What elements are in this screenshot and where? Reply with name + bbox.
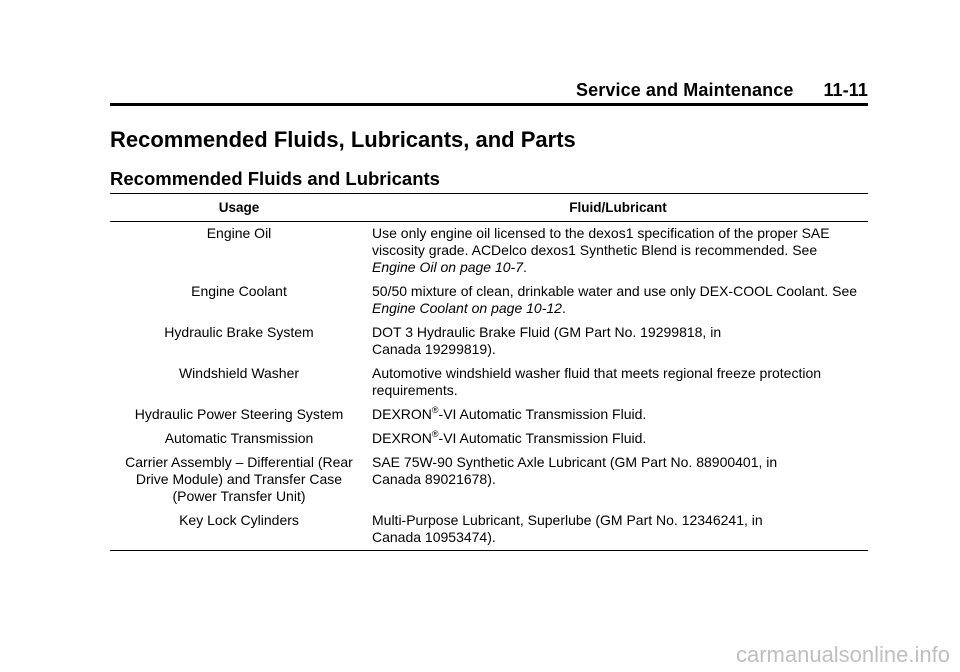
usage-cell: Key Lock Cylinders [110,509,368,551]
fluid-cell [368,403,868,427]
fluid-text-line2: Canada 89021678). [372,471,496,487]
registered-mark: ® [431,429,439,439]
fluid-cell [368,280,868,321]
table-row [110,403,868,427]
fluid-cell: Automotive windshield washer fluid that meets regional freeze protection requirements. [372,365,822,398]
usage-cell [110,451,368,509]
fluid-text-end: . [561,300,566,316]
section-title: Service and Maintenance [576,80,794,100]
fluid-text-line2: Canada 10953474). [372,529,496,545]
fluid-text: -VI Automatic Transmission Fluid. [438,430,647,446]
usage-cell: Hydraulic Brake System [164,324,314,340]
fluid-text-line1: Multi-Purpose Lubricant, Superlube (GM Part No. 12346241, in [372,512,763,528]
fluid-cell [368,509,868,551]
usage-line3: (Power Transfer Unit) [172,488,306,504]
table-row [110,362,868,403]
table-row [110,222,868,281]
usage-cell: Automatic Transmission [164,430,314,446]
fluid-text-line1: SAE 75W-90 Synthetic Axle Lubricant (GM Part No. 88900401, in [372,454,778,470]
page-reference: Engine Coolant on page 10-12 [372,300,562,316]
registered-mark: ® [431,405,439,415]
fluid-cell [368,451,868,509]
column-header-usage: Usage [110,194,368,222]
usage-cell: Hydraulic Power Steering System [134,406,344,422]
fluid-text-line2: Canada 19299819). [372,341,496,357]
fluid-cell [368,427,868,451]
usage-line1: Carrier Assembly – Differential (Rear [125,454,353,470]
table-row [110,509,868,551]
page-number: 11-11 [823,80,868,100]
header-rule [110,103,868,106]
fluid-brand: DEXRON [372,430,432,446]
fluid-cell [368,222,868,281]
usage-cell: Engine Coolant [191,283,287,299]
fluid-cell [368,321,868,362]
fluids-table [110,193,868,551]
table-row [110,280,868,321]
usage-line2: Drive Module) and Transfer Case [135,471,343,487]
usage-cell: Windshield Washer [178,365,300,381]
section-subtitle: Recommended Fluids and Lubricants [110,168,440,189]
fluid-text: -VI Automatic Transmission Fluid. [438,406,647,422]
table-row [110,427,868,451]
fluid-text: Use only engine oil licensed to the dexos1 specification of the proper SAE viscosity grade. ACDelco dexos1 Synthetic Blend is recommended. See [372,225,830,258]
page-reference: Engine Oil on page 10-7 [372,259,523,275]
table-row [110,321,868,362]
table-header-row [110,194,868,222]
fluid-text-end: . [523,259,527,275]
table-row [110,451,868,509]
fluid-text-line1: DOT 3 Hydraulic Brake Fluid (GM Part No. 19299818, in [372,324,722,340]
page-title: Recommended Fluids, Lubricants, and Parts [110,127,576,152]
watermark: carmanualsonline.info [735,642,950,667]
column-header-fluid: Fluid/Lubricant [368,194,868,222]
usage-cell: Engine Oil [206,225,272,241]
fluid-brand: DEXRON [372,406,432,422]
fluid-text: 50/50 mixture of clean, drinkable water and use only DEX-COOL Coolant. See [372,283,858,299]
